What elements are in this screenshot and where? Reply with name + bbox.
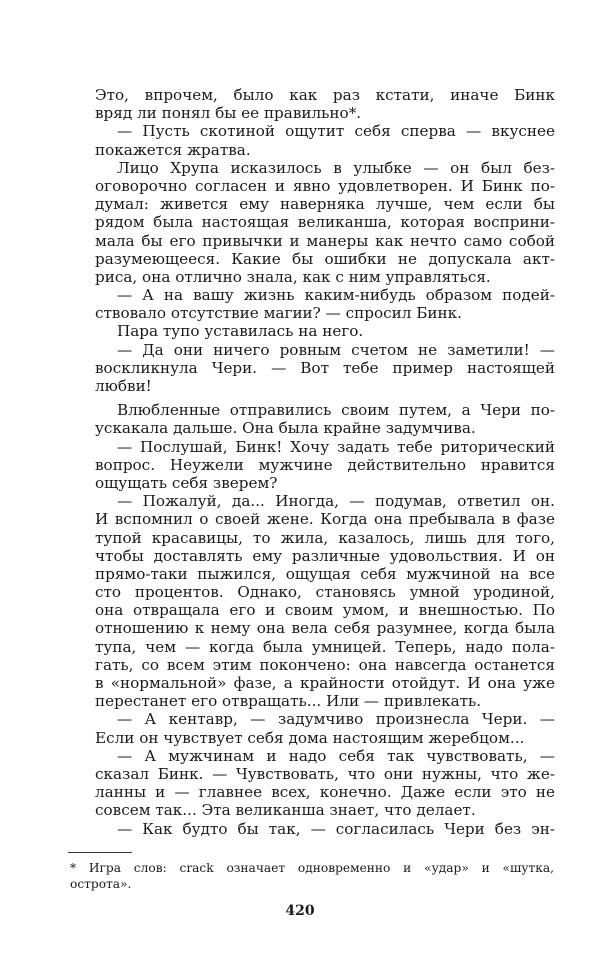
text-line: Лицо Хрупа исказилось в улыбке — он был без- xyxy=(117,158,555,177)
text-line: — Послушай, Бинк! Хочу задать тебе риторический xyxy=(117,437,555,456)
text-line: гать, со всем этим покончено: она навсегда останется xyxy=(95,655,555,674)
text-line: тупой красавицы, то жила, казалось, лишь для того, xyxy=(95,528,555,547)
text-line: — А мужчинам и надо себя так чувствовать, — xyxy=(117,746,555,765)
paragraph xyxy=(95,322,555,340)
text-line: покажется жратва. xyxy=(95,140,251,159)
paragraph xyxy=(95,159,555,286)
footnote-divider xyxy=(68,852,132,853)
text-line: — А кентавр, — задумчиво произнесла Чери. — xyxy=(117,710,555,729)
text-line: вряд ли понял бы ее правильно*. xyxy=(95,104,362,123)
body-text xyxy=(95,86,555,838)
text-line: риса, она отлично знала, как с ним управляться. xyxy=(95,267,491,286)
paragraph xyxy=(95,820,555,838)
text-line: в «нормальной» фазе, а крайности отойдут. И она уже xyxy=(95,674,555,692)
text-line: — Пусть скотиной ощутит себя сперва — вкуснее xyxy=(117,122,555,141)
text-line: ускакала дальше. Она была крайне задумчива. xyxy=(95,419,476,438)
footnote-line: острота». xyxy=(70,877,132,891)
text-line: — Да они ничего ровным счетом не заметили! — xyxy=(117,340,555,359)
text-line: совсем так... Эта великанша знает, что делает. xyxy=(95,801,476,820)
text-line: ощущать себя зверем? xyxy=(95,473,278,492)
text-line: ланны и — главнее всех, конечно. Даже если это не xyxy=(95,783,555,802)
paragraph xyxy=(95,341,555,396)
text-line: — А на вашу жизнь каким-нибудь образом подей- xyxy=(117,286,555,305)
text-line: ствовало отсутствие магии? — спросил Бинк. xyxy=(95,304,462,323)
text-line: воскликнула Чери. — Вот тебе пример настоящей xyxy=(95,358,555,377)
text-line: — Как будто бы так, — согласилась Чери без эн- xyxy=(117,819,555,838)
text-line: думал: живется ему наверняка лучше, чем если бы xyxy=(95,195,555,214)
text-line: прямо-таки пыжился, ощущая себя мужчиной на все xyxy=(95,564,555,583)
paragraph xyxy=(95,401,555,437)
paragraph xyxy=(95,286,555,322)
text-line: отношению к нему она вела себя разумнее, когда была xyxy=(95,619,555,638)
text-line: оговорочно согласен и явно удовлетворен. И Бинк по- xyxy=(95,176,555,195)
page-number: 420 xyxy=(285,903,315,919)
text-line: разумеющееся. Какие бы ошибки не допускала акт- xyxy=(95,249,555,268)
paragraph xyxy=(95,492,555,710)
text-line: сто процентов. Однако, становясь умной уродиной, xyxy=(95,583,555,602)
text-line: И вспомнил о своей жене. Когда она пребывала в фазе xyxy=(95,510,555,529)
text-line: сказал Бинк. — Чувствовать, что они нужны, что же- xyxy=(95,764,555,783)
footnote xyxy=(70,860,554,892)
text-line: мала бы его привычки и манеры как нечто само собой xyxy=(95,231,555,250)
text-line: — Пожалуй, да... Иногда, — подумав, ответил он. xyxy=(117,492,555,511)
text-line: перестанет его отвращать... Или — привлекать. xyxy=(95,692,482,711)
text-line: рядом была настоящая великанша, которая восприни- xyxy=(95,213,555,232)
text-line: Если он чувствует себя дома настоящим жеребцом... xyxy=(95,728,525,747)
text-line: любви! xyxy=(95,377,152,395)
text-line: Это, впрочем, было как раз кстати, иначе Бинк xyxy=(95,86,555,104)
paragraph xyxy=(95,710,555,746)
paragraph xyxy=(95,86,555,122)
text-line: она отвращала его и своим умом, и внешностью. По xyxy=(95,601,555,620)
text-line: тупа, чем — когда была умницей. Теперь, надо пола- xyxy=(95,637,555,656)
paragraph xyxy=(95,438,555,493)
text-line: чтобы доставлять ему различные удовольствия. И он xyxy=(95,546,555,565)
text-line: Пара тупо уставилась на него. xyxy=(117,322,364,341)
footnote-line: * Игра слов: crack означает одновременно и «удар» и «шутка, xyxy=(70,861,554,875)
text-line: вопрос. Неужели мужчине действительно нравится xyxy=(95,455,555,474)
paragraph xyxy=(95,122,555,158)
text-line: Влюбленные отправились своим путем, а Чери по- xyxy=(117,401,555,420)
paragraph xyxy=(95,747,555,820)
